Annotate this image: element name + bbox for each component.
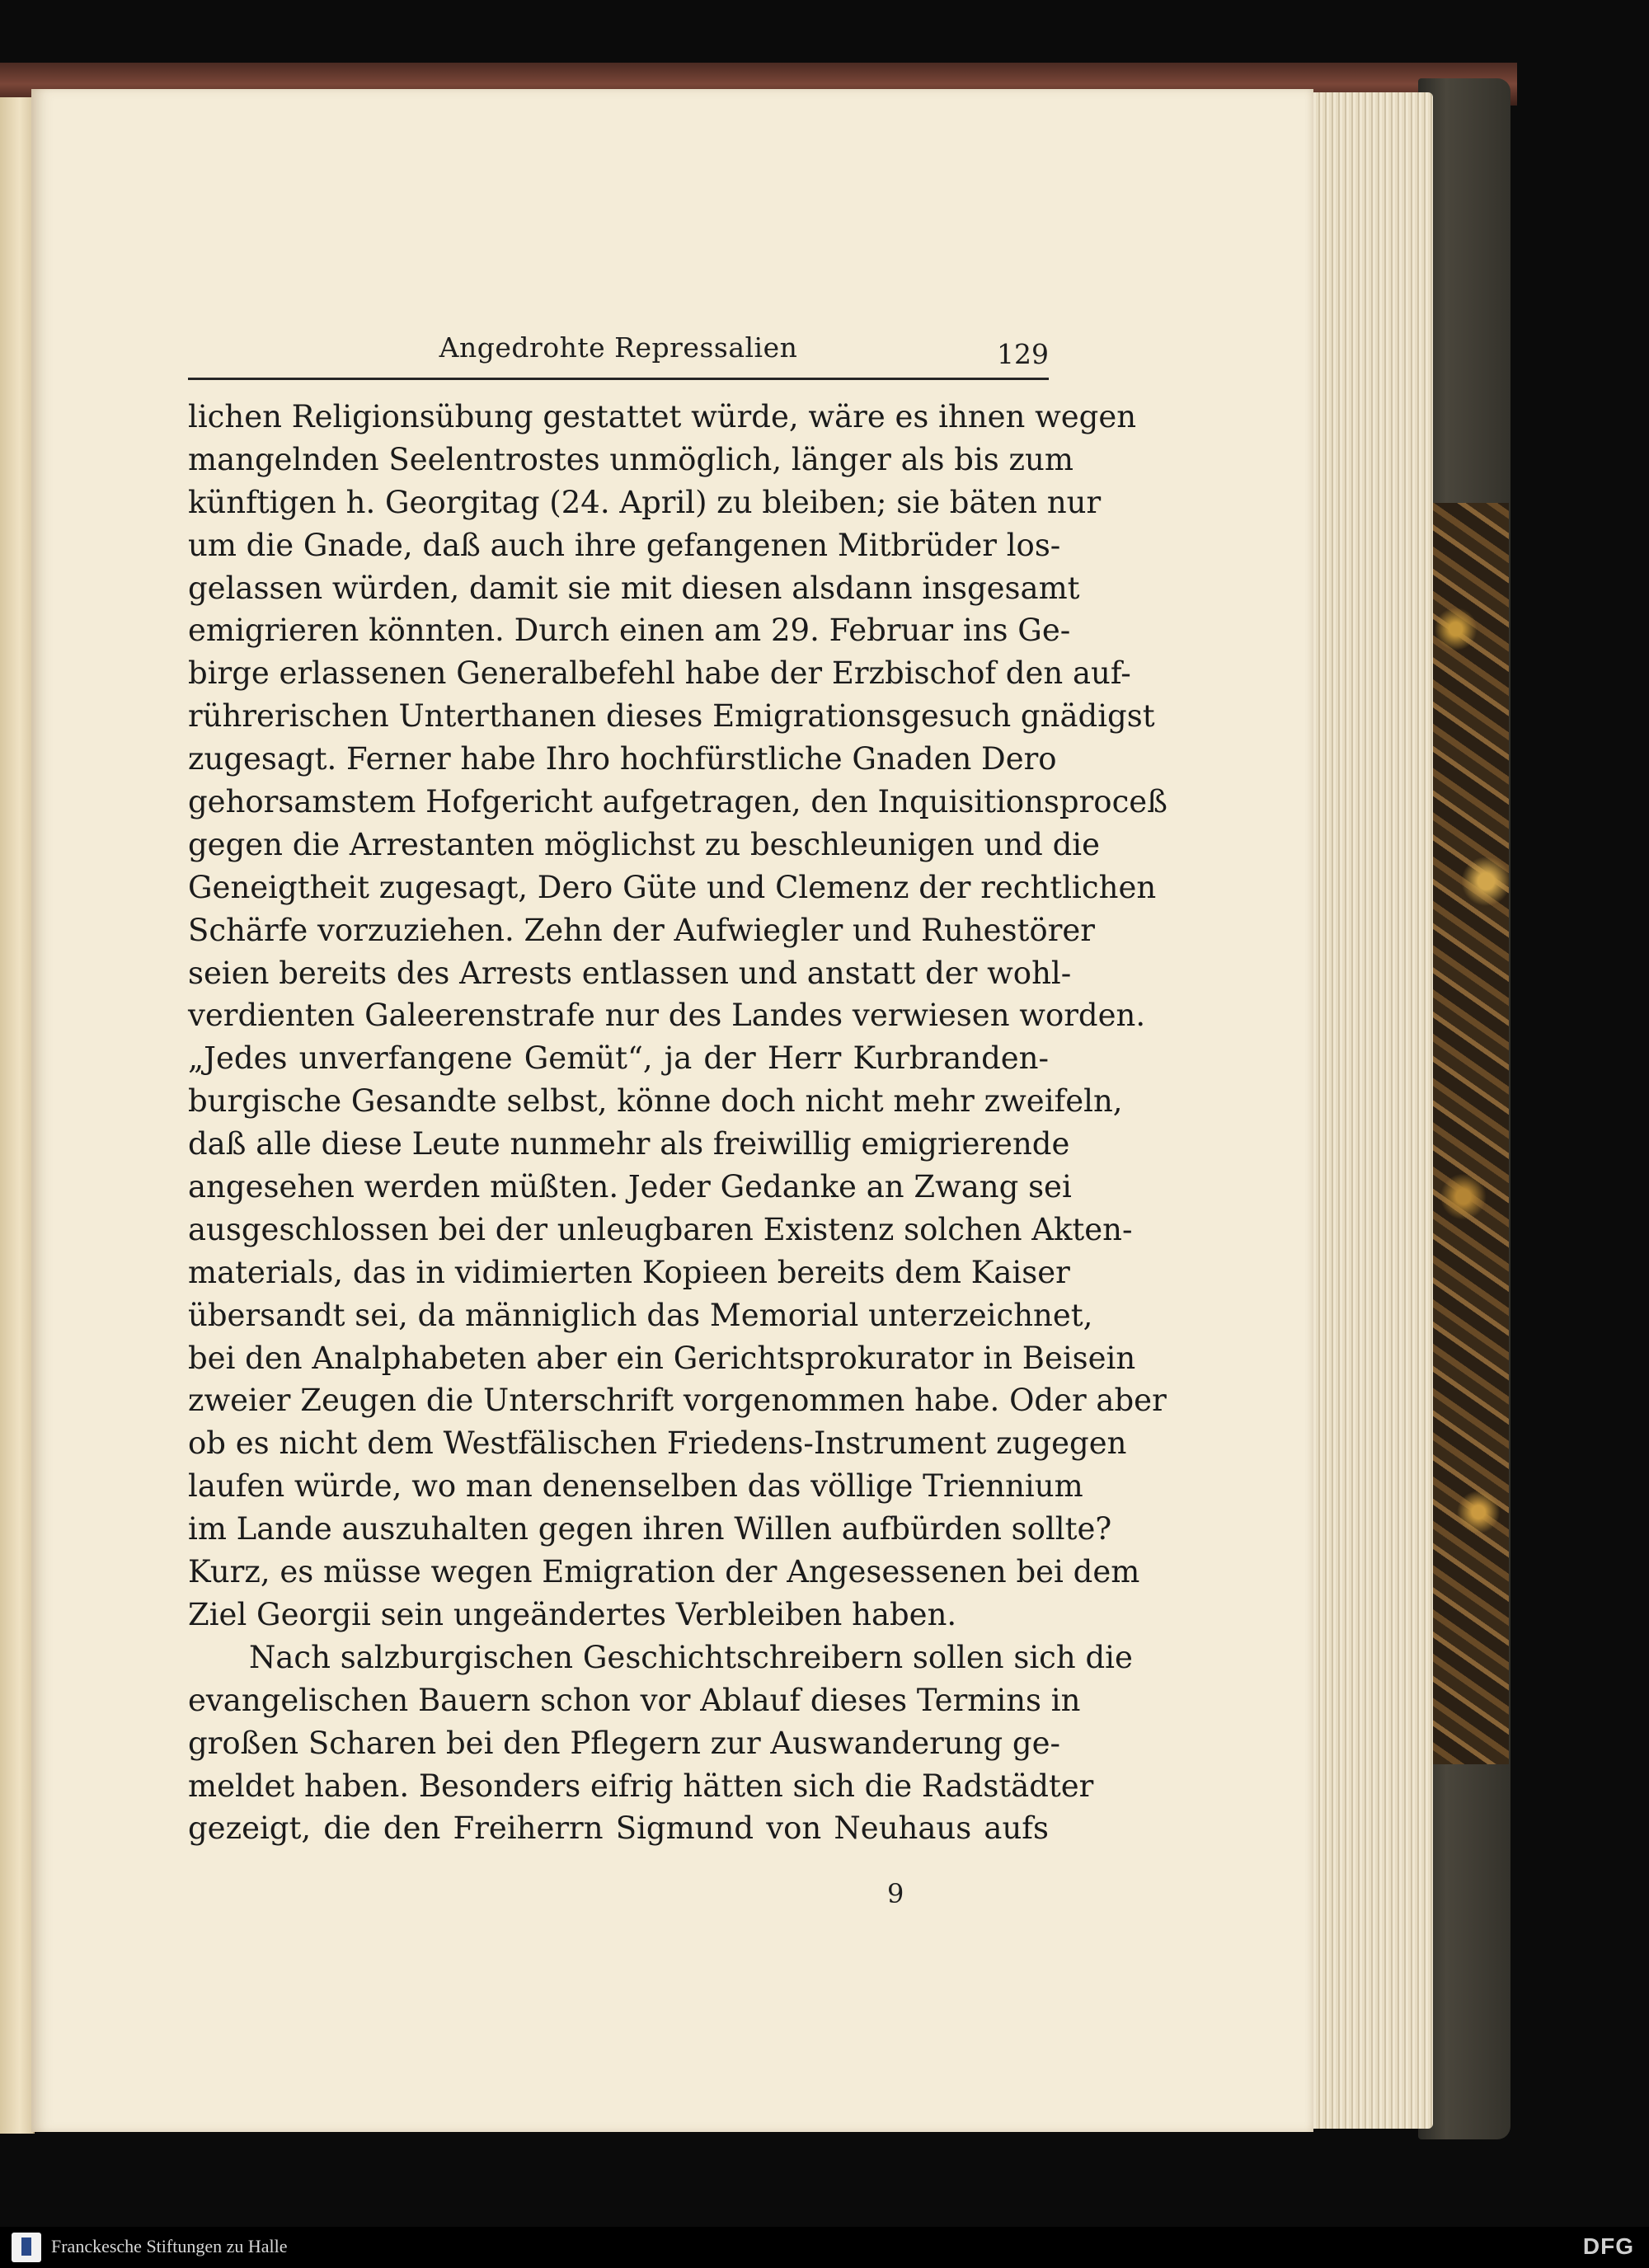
text-line: emigrieren könnten. Durch einen am 29. Februar ins Ge-	[188, 613, 1071, 649]
text-line: „Jedes unverfangene Gemüt“, ja der Herr Kurbranden-	[188, 1040, 1049, 1077]
text-line: um die Gnade, daß auch ihre gefangenen Mitbrüder los-	[188, 527, 1061, 563]
marbled-cover-board	[1433, 503, 1509, 1764]
text-line: verdienten Galeerenstrafe nur des Landes verwiesen worden.	[188, 998, 1146, 1034]
text-line: mangelnden Seelentrostes unmöglich, länger als bis zum	[188, 441, 1073, 477]
text-line: Ziel Georgii sein ungeändertes Verbleiben haben.	[188, 1596, 957, 1632]
text-line: gezeigt, die den Freiherrn Sigmund von Neuhaus aufs	[188, 1810, 1049, 1847]
text-line: angesehen werden müßten. Jeder Gedanke an Zwang sei	[188, 1169, 1072, 1205]
text-line: laufen würde, wo man denenselben das völlige Triennium	[188, 1468, 1083, 1505]
text-line: evangelischen Bauern schon vor Ablauf dieses Termins in	[188, 1682, 1081, 1718]
text-line: burgische Gesandte selbst, könne doch nicht mehr zweifeln,	[188, 1083, 1123, 1120]
running-title: Angedrohte Repressalien	[439, 331, 798, 364]
text-line: übersandt sei, da männiglich das Memorial unterzeichnet,	[188, 1297, 1093, 1333]
text-line: lichen Religionsübung gestattet würde, wäre es ihnen wegen	[188, 399, 1137, 434]
text-line: zugesagt. Ferner habe Ihro hochfürstliche Gnaden Dero	[188, 741, 1057, 777]
text-line: Schärfe vorzuziehen. Zehn der Aufwiegler und Ruhestörer	[188, 912, 1095, 948]
page-number: 129	[997, 338, 1049, 370]
text-line: im Lande auszuhalten gegen ihren Willen aufbürden sollte?	[188, 1511, 1112, 1547]
body-text	[188, 396, 1167, 1850]
text-line: großen Scharen bei den Pflegern zur Auswanderung ge-	[188, 1725, 1060, 1761]
text-line: birge erlassenen Generalbefehl habe der Erzbischof den auf-	[188, 655, 1131, 692]
text-line: gelassen würden, damit sie mit diesen alsdann insgesamt	[188, 570, 1080, 606]
text-line: ob es nicht dem Westfälischen Friedens-Instrument zugegen	[188, 1425, 1127, 1462]
text-line: meldet haben. Besonders eifrig hätten sich die Radstädter	[188, 1768, 1094, 1804]
institution-logo	[12, 2233, 41, 2262]
text-line: rührerischen Unterthanen dieses Emigrationsgesuch gnädigst	[188, 698, 1155, 735]
dfg-logo: DFG	[1582, 2233, 1634, 2259]
text-line: gehorsamstem Hofgericht aufgetragen, den Inquisitionsproceß	[188, 784, 1167, 820]
viewer-footer	[0, 2227, 1649, 2268]
facing-page-edge	[0, 97, 35, 2134]
text-line: Nach salzburgischen Geschichtschreibern sollen sich die	[249, 1639, 1133, 1675]
text-line: Geneigtheit zugesagt, Dero Güte und Clemenz der rechtlichen	[188, 869, 1157, 905]
text-line: bei den Analphabeten aber ein Gerichtsprokurator in Beisein	[188, 1340, 1136, 1376]
text-line: gegen die Arrestanten möglichst zu beschleunigen und die	[188, 826, 1101, 862]
text-line: zweier Zeugen die Unterschrift vorgenommen habe. Oder aber	[188, 1383, 1167, 1419]
text-line: daß alle diese Leute nunmehr als freiwillig emigrierende	[188, 1126, 1070, 1162]
text-line: materials, das in vidimierten Kopieen bereits dem Kaiser	[188, 1254, 1070, 1290]
text-line: Kurz, es müsse wegen Emigration der Angesessenen bei dem	[188, 1554, 1140, 1590]
page-stack-edges	[1309, 92, 1433, 2129]
text-line: ausgeschlossen bei der unleugbaren Existenz solchen Akten-	[188, 1211, 1133, 1247]
text-line: künftigen h. Georgitag (24. April) zu bleiben; sie bäten nur	[188, 484, 1102, 520]
text-line: seien bereits des Arrests entlassen und anstatt der wohl-	[188, 955, 1072, 991]
institution-name: Franckesche Stiftungen zu Halle	[51, 2236, 288, 2256]
running-head	[188, 328, 1049, 380]
signature-mark: 9	[887, 1878, 904, 1909]
